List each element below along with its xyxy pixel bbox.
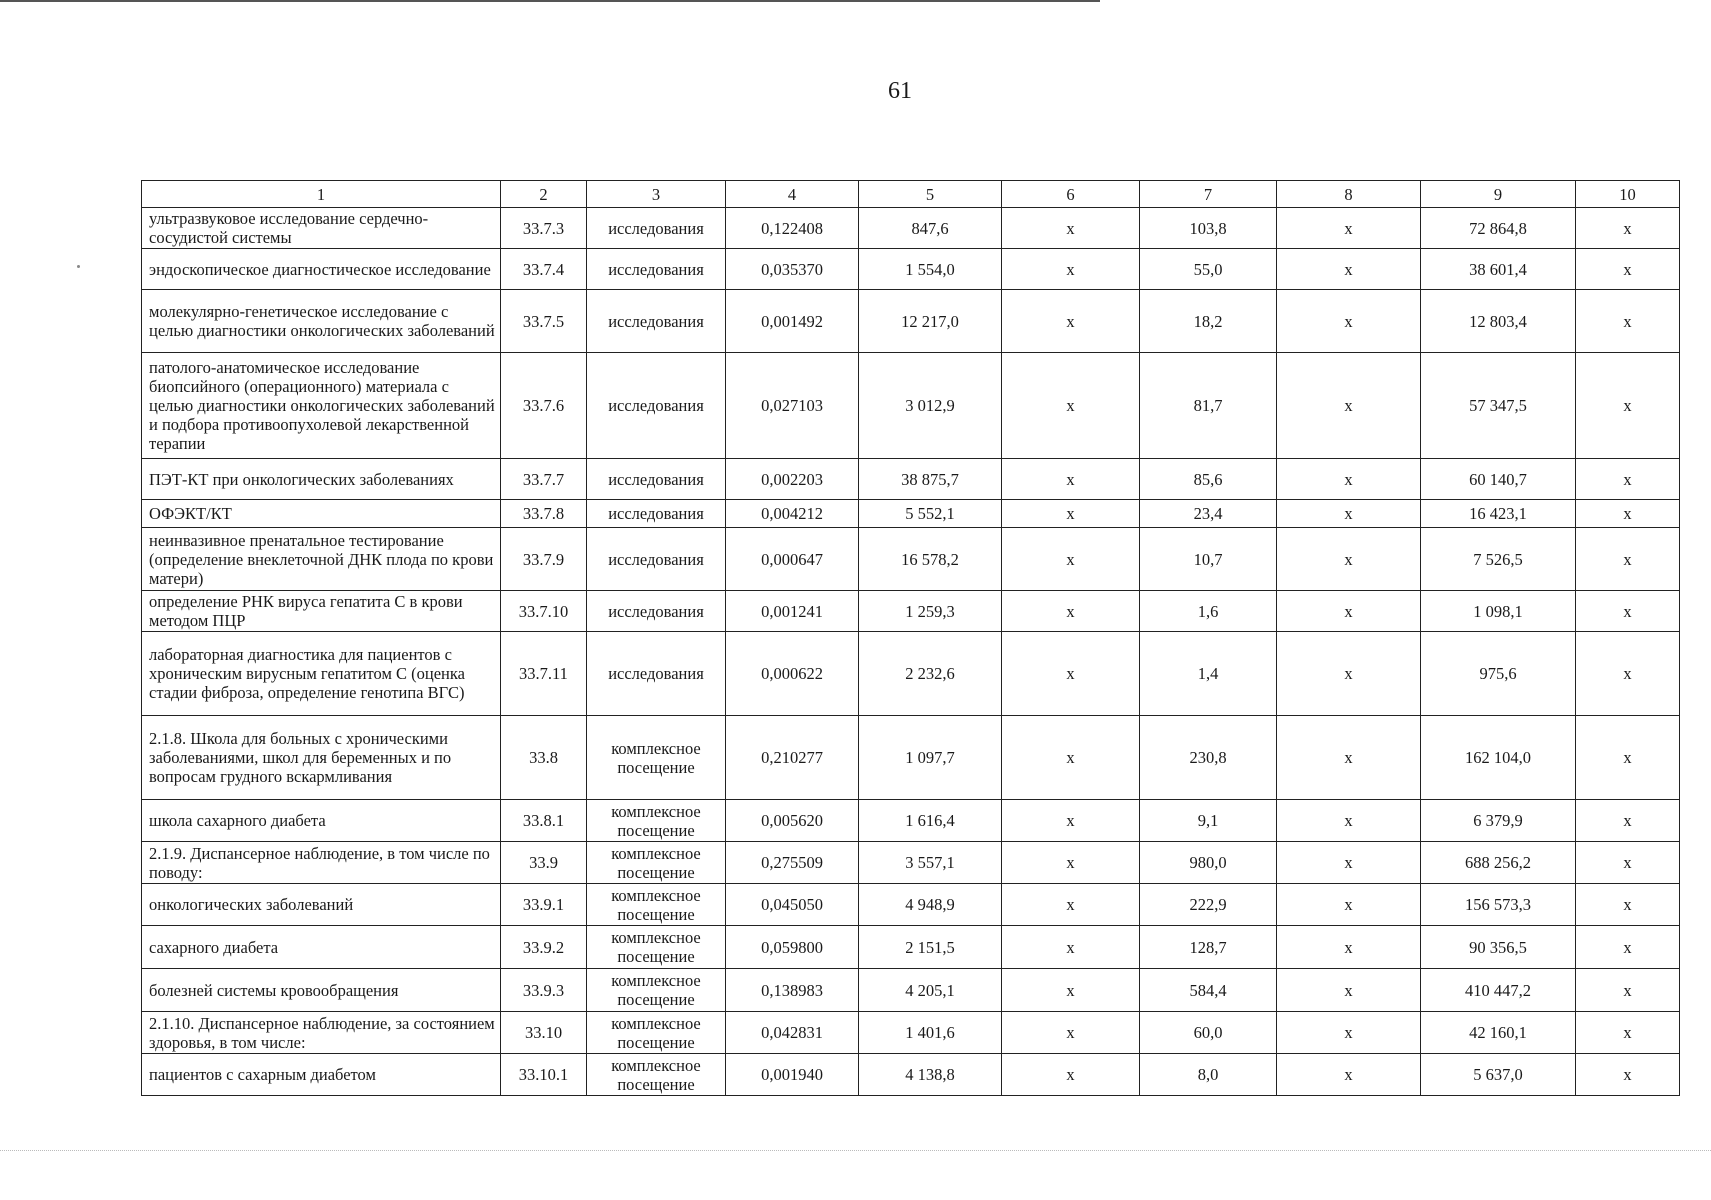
- column-header: 6: [1002, 181, 1140, 208]
- service-name-cell: 2.1.10. Диспансерное наблюдение, за состоянием здоровья, в том числе:: [142, 1012, 501, 1054]
- financial-cost-cell: 4 205,1: [859, 969, 1002, 1012]
- column-8-cell: х: [1277, 290, 1421, 353]
- column-6-cell: х: [1002, 632, 1140, 716]
- column-7-cell: 18,2: [1140, 290, 1277, 353]
- column-6-cell: х: [1002, 459, 1140, 500]
- service-code-cell: 33.8: [501, 716, 587, 800]
- table-row: [142, 1012, 1680, 1054]
- column-8-cell: х: [1277, 1054, 1421, 1096]
- service-name-cell: определение РНК вируса гепатита С в крови методом ПЦР: [142, 591, 501, 632]
- service-code-cell: 33.7.7: [501, 459, 587, 500]
- column-10-cell: х: [1576, 528, 1680, 591]
- column-6-cell: х: [1002, 716, 1140, 800]
- column-10-cell: х: [1576, 842, 1680, 884]
- table-row: [142, 500, 1680, 528]
- service-code-cell: 33.10: [501, 1012, 587, 1054]
- column-10-cell: х: [1576, 632, 1680, 716]
- unit-type-cell: исследования: [587, 459, 726, 500]
- column-9-cell: 410 447,2: [1421, 969, 1576, 1012]
- column-header: 7: [1140, 181, 1277, 208]
- column-9-cell: 72 864,8: [1421, 208, 1576, 249]
- unit-type-cell: исследования: [587, 528, 726, 591]
- column-9-cell: 975,6: [1421, 632, 1576, 716]
- column-8-cell: х: [1277, 459, 1421, 500]
- column-6-cell: х: [1002, 800, 1140, 842]
- column-9-cell: 1 098,1: [1421, 591, 1576, 632]
- column-10-cell: х: [1576, 353, 1680, 459]
- column-9-cell: 57 347,5: [1421, 353, 1576, 459]
- column-8-cell: х: [1277, 800, 1421, 842]
- column-7-cell: 23,4: [1140, 500, 1277, 528]
- column-header: 9: [1421, 181, 1576, 208]
- column-header: 5: [859, 181, 1002, 208]
- column-7-cell: 55,0: [1140, 249, 1277, 290]
- service-name-cell: 2.1.8. Школа для больных с хроническими заболеваниями, школ для беременных и по вопросам грудного вскармливания: [142, 716, 501, 800]
- column-9-cell: 5 637,0: [1421, 1054, 1576, 1096]
- column-6-cell: х: [1002, 208, 1140, 249]
- table-row: [142, 1054, 1680, 1096]
- data-table: [141, 180, 1680, 1096]
- column-header: 3: [587, 181, 726, 208]
- standard-volume-cell: 0,001492: [726, 290, 859, 353]
- standard-volume-cell: 0,000622: [726, 632, 859, 716]
- table-row: [142, 353, 1680, 459]
- table-row: [142, 800, 1680, 842]
- standard-volume-cell: 0,002203: [726, 459, 859, 500]
- unit-type-cell: исследования: [587, 208, 726, 249]
- column-6-cell: х: [1002, 842, 1140, 884]
- table-row: [142, 884, 1680, 926]
- column-6-cell: х: [1002, 969, 1140, 1012]
- column-7-cell: 9,1: [1140, 800, 1277, 842]
- service-name-cell: пациентов с сахарным диабетом: [142, 1054, 501, 1096]
- service-name-cell: болезней системы кровообращения: [142, 969, 501, 1012]
- financial-cost-cell: 2 232,6: [859, 632, 1002, 716]
- column-8-cell: х: [1277, 249, 1421, 290]
- service-code-cell: 33.7.6: [501, 353, 587, 459]
- unit-type-cell: комплексное посещение: [587, 842, 726, 884]
- unit-type-cell: исследования: [587, 632, 726, 716]
- standard-volume-cell: 0,042831: [726, 1012, 859, 1054]
- column-10-cell: х: [1576, 1012, 1680, 1054]
- column-10-cell: х: [1576, 249, 1680, 290]
- column-10-cell: х: [1576, 290, 1680, 353]
- column-10-cell: х: [1576, 800, 1680, 842]
- financial-cost-cell: 3 012,9: [859, 353, 1002, 459]
- service-code-cell: 33.9: [501, 842, 587, 884]
- column-header: 4: [726, 181, 859, 208]
- service-code-cell: 33.10.1: [501, 1054, 587, 1096]
- unit-type-cell: исследования: [587, 353, 726, 459]
- column-8-cell: х: [1277, 1012, 1421, 1054]
- financial-cost-cell: 1 554,0: [859, 249, 1002, 290]
- column-header: 1: [142, 181, 501, 208]
- unit-type-cell: комплексное посещение: [587, 926, 726, 969]
- column-8-cell: х: [1277, 926, 1421, 969]
- table-row: [142, 459, 1680, 500]
- financial-cost-cell: 4 948,9: [859, 884, 1002, 926]
- column-8-cell: х: [1277, 500, 1421, 528]
- column-7-cell: 8,0: [1140, 1054, 1277, 1096]
- page-number: 61: [888, 78, 912, 104]
- service-name-cell: онкологических заболеваний: [142, 884, 501, 926]
- table-row: [142, 969, 1680, 1012]
- column-8-cell: х: [1277, 208, 1421, 249]
- column-6-cell: х: [1002, 926, 1140, 969]
- service-name-cell: патолого-анатомическое исследование биопсийного (операционного) материала с целью диагностики онкологических заболеваний и подбора противоопухолевой лекарственной терапии: [142, 353, 501, 459]
- table-row: [142, 208, 1680, 249]
- column-9-cell: 162 104,0: [1421, 716, 1576, 800]
- service-code-cell: 33.7.11: [501, 632, 587, 716]
- financial-cost-cell: 2 151,5: [859, 926, 1002, 969]
- standard-volume-cell: 0,045050: [726, 884, 859, 926]
- financial-cost-cell: 5 552,1: [859, 500, 1002, 528]
- column-10-cell: х: [1576, 716, 1680, 800]
- service-code-cell: 33.7.3: [501, 208, 587, 249]
- table-row: [142, 842, 1680, 884]
- scan-dotted-line: [0, 1150, 1711, 1151]
- unit-type-cell: комплексное посещение: [587, 1054, 726, 1096]
- column-6-cell: х: [1002, 528, 1140, 591]
- service-code-cell: 33.7.10: [501, 591, 587, 632]
- column-header: 10: [1576, 181, 1680, 208]
- column-9-cell: 156 573,3: [1421, 884, 1576, 926]
- column-9-cell: 16 423,1: [1421, 500, 1576, 528]
- service-code-cell: 33.9.2: [501, 926, 587, 969]
- column-10-cell: х: [1576, 591, 1680, 632]
- column-9-cell: 7 526,5: [1421, 528, 1576, 591]
- unit-type-cell: исследования: [587, 591, 726, 632]
- service-name-cell: молекулярно-генетическое исследование с целью диагностики онкологических заболеваний: [142, 290, 501, 353]
- service-code-cell: 33.9.1: [501, 884, 587, 926]
- unit-type-cell: комплексное посещение: [587, 969, 726, 1012]
- column-7-cell: 81,7: [1140, 353, 1277, 459]
- column-7-cell: 980,0: [1140, 842, 1277, 884]
- header-row: [142, 181, 1680, 208]
- table-row: [142, 632, 1680, 716]
- column-6-cell: х: [1002, 591, 1140, 632]
- financial-cost-cell: 1 097,7: [859, 716, 1002, 800]
- financial-cost-cell: 3 557,1: [859, 842, 1002, 884]
- unit-type-cell: исследования: [587, 290, 726, 353]
- service-code-cell: 33.9.3: [501, 969, 587, 1012]
- service-code-cell: 33.7.4: [501, 249, 587, 290]
- standard-volume-cell: 0,275509: [726, 842, 859, 884]
- service-name-cell: сахарного диабета: [142, 926, 501, 969]
- service-name-cell: ОФЭКТ/КТ: [142, 500, 501, 528]
- standard-volume-cell: 0,001940: [726, 1054, 859, 1096]
- column-9-cell: 60 140,7: [1421, 459, 1576, 500]
- column-7-cell: 230,8: [1140, 716, 1277, 800]
- unit-type-cell: комплексное посещение: [587, 716, 726, 800]
- column-9-cell: 38 601,4: [1421, 249, 1576, 290]
- column-6-cell: х: [1002, 249, 1140, 290]
- column-header: 2: [501, 181, 587, 208]
- unit-type-cell: комплексное посещение: [587, 884, 726, 926]
- column-10-cell: х: [1576, 884, 1680, 926]
- column-7-cell: 584,4: [1140, 969, 1277, 1012]
- column-7-cell: 1,6: [1140, 591, 1277, 632]
- service-code-cell: 33.8.1: [501, 800, 587, 842]
- unit-type-cell: комплексное посещение: [587, 1012, 726, 1054]
- financial-cost-cell: 38 875,7: [859, 459, 1002, 500]
- service-name-cell: 2.1.9. Диспансерное наблюдение, в том числе по поводу:: [142, 842, 501, 884]
- column-6-cell: х: [1002, 500, 1140, 528]
- standard-volume-cell: 0,000647: [726, 528, 859, 591]
- standard-volume-cell: 0,001241: [726, 591, 859, 632]
- standard-volume-cell: 0,210277: [726, 716, 859, 800]
- service-name-cell: эндоскопическое диагностическое исследование: [142, 249, 501, 290]
- column-10-cell: х: [1576, 500, 1680, 528]
- unit-type-cell: комплексное посещение: [587, 800, 726, 842]
- column-9-cell: 688 256,2: [1421, 842, 1576, 884]
- column-10-cell: х: [1576, 208, 1680, 249]
- column-7-cell: 60,0: [1140, 1012, 1277, 1054]
- standard-volume-cell: 0,122408: [726, 208, 859, 249]
- standard-volume-cell: 0,004212: [726, 500, 859, 528]
- column-8-cell: х: [1277, 353, 1421, 459]
- service-name-cell: лабораторная диагностика для пациентов с хроническим вирусным гепатитом С (оценка стадии фиброза, определение генотипа ВГС): [142, 632, 501, 716]
- column-6-cell: х: [1002, 1054, 1140, 1096]
- financial-cost-cell: 1 259,3: [859, 591, 1002, 632]
- service-code-cell: 33.7.5: [501, 290, 587, 353]
- standard-volume-cell: 0,005620: [726, 800, 859, 842]
- unit-type-cell: исследования: [587, 500, 726, 528]
- column-8-cell: х: [1277, 969, 1421, 1012]
- financial-cost-cell: 12 217,0: [859, 290, 1002, 353]
- table-row: [142, 716, 1680, 800]
- financial-cost-cell: 4 138,8: [859, 1054, 1002, 1096]
- column-8-cell: х: [1277, 528, 1421, 591]
- financial-cost-cell: 16 578,2: [859, 528, 1002, 591]
- service-code-cell: 33.7.8: [501, 500, 587, 528]
- column-9-cell: 42 160,1: [1421, 1012, 1576, 1054]
- scan-speck: [77, 265, 80, 268]
- column-10-cell: х: [1576, 926, 1680, 969]
- standard-volume-cell: 0,138983: [726, 969, 859, 1012]
- service-name-cell: ультразвуковое исследование сердечно-сосудистой системы: [142, 208, 501, 249]
- column-8-cell: х: [1277, 716, 1421, 800]
- column-9-cell: 90 356,5: [1421, 926, 1576, 969]
- column-8-cell: х: [1277, 591, 1421, 632]
- column-10-cell: х: [1576, 459, 1680, 500]
- column-8-cell: х: [1277, 632, 1421, 716]
- service-code-cell: 33.7.9: [501, 528, 587, 591]
- column-10-cell: х: [1576, 1054, 1680, 1096]
- column-7-cell: 85,6: [1140, 459, 1277, 500]
- column-7-cell: 222,9: [1140, 884, 1277, 926]
- column-9-cell: 6 379,9: [1421, 800, 1576, 842]
- financial-cost-cell: 847,6: [859, 208, 1002, 249]
- table-row: [142, 591, 1680, 632]
- service-name-cell: школа сахарного диабета: [142, 800, 501, 842]
- service-name-cell: неинвазивное пренатальное тестирование (определение внеклеточной ДНК плода по крови матери): [142, 528, 501, 591]
- column-8-cell: х: [1277, 884, 1421, 926]
- financial-cost-cell: 1 616,4: [859, 800, 1002, 842]
- table-row: [142, 926, 1680, 969]
- column-6-cell: х: [1002, 290, 1140, 353]
- column-6-cell: х: [1002, 353, 1140, 459]
- table-row: [142, 528, 1680, 591]
- column-7-cell: 128,7: [1140, 926, 1277, 969]
- column-6-cell: х: [1002, 884, 1140, 926]
- column-6-cell: х: [1002, 1012, 1140, 1054]
- column-7-cell: 1,4: [1140, 632, 1277, 716]
- column-10-cell: х: [1576, 969, 1680, 1012]
- table-body: [142, 208, 1680, 1096]
- column-7-cell: 103,8: [1140, 208, 1277, 249]
- table-row: [142, 249, 1680, 290]
- top-rule: [0, 0, 1100, 2]
- standard-volume-cell: 0,035370: [726, 249, 859, 290]
- unit-type-cell: исследования: [587, 249, 726, 290]
- column-9-cell: 12 803,4: [1421, 290, 1576, 353]
- service-name-cell: ПЭТ-КТ при онкологических заболеваниях: [142, 459, 501, 500]
- financial-cost-cell: 1 401,6: [859, 1012, 1002, 1054]
- column-8-cell: х: [1277, 842, 1421, 884]
- column-7-cell: 10,7: [1140, 528, 1277, 591]
- column-header: 8: [1277, 181, 1421, 208]
- table-row: [142, 290, 1680, 353]
- standard-volume-cell: 0,027103: [726, 353, 859, 459]
- standard-volume-cell: 0,059800: [726, 926, 859, 969]
